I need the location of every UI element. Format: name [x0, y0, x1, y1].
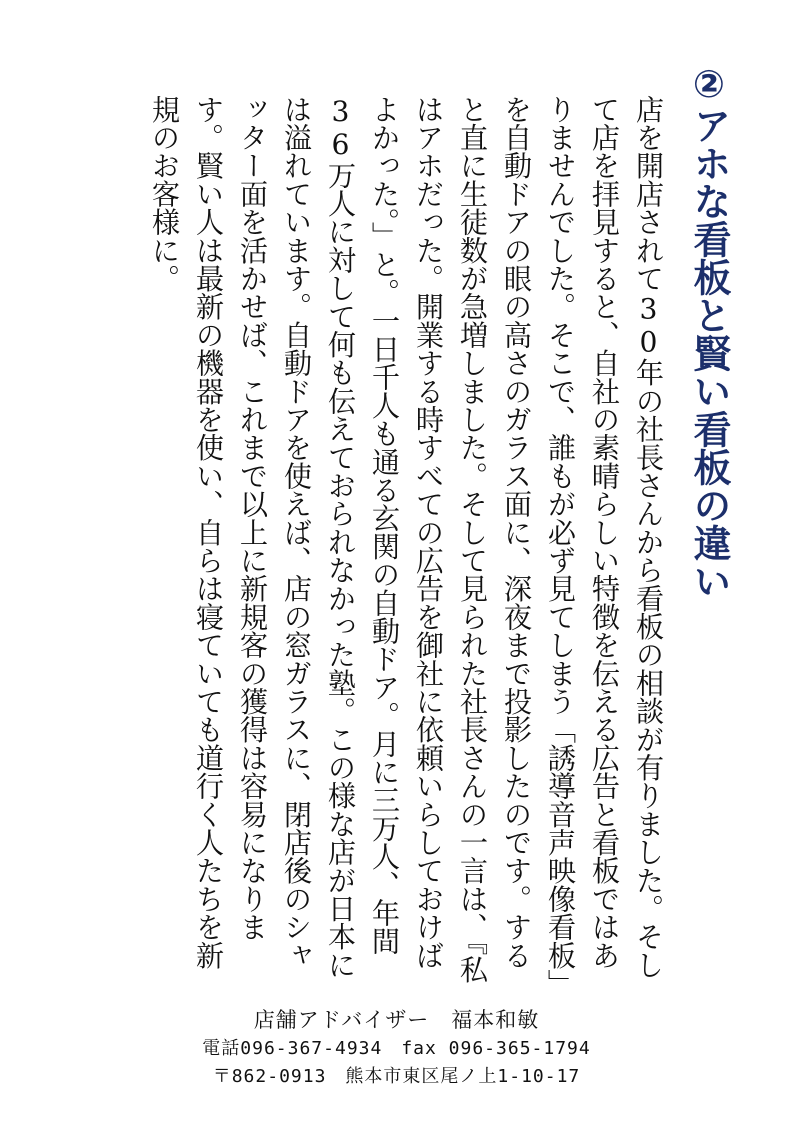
advisor-name: 店舗アドバイザー 福本和敏 [253, 1008, 540, 1032]
body-paragraph: 店を開店されて30年の社長さんから看板の相談が有りました。そして店を拝見すると、自社の素晴らしい特徴を伝える広告と看板ではありませんでした。そこで、誰もが必ず見てしまう「誘導音声映像看板」を自動ドアの眼の高さのガラス面に、深夜まで投影したのです。すると直に生徒数が急増しました。そして見られた社長さんの一言は、『私はアホだった。開業する時すべての広告を御社に依頼いらしておけばよかった。」と。一日千人も通る玄関の自動ドア。月に三万人、年間36万人に対して何も伝えておられなかった塾。この様な店が日本には溢れています。自動ドアを使えば、店の窓ガラスに、閉店後のシャッター面を活かせば、これまで以上に新規客の獲得は容易になります。賢い人は最新の機器を使い、自らは寝ていても道行く人たちを新規のお客様に。 [148, 95, 665, 984]
article-title: ②アホな看板と賢い看板の違い [687, 62, 731, 600]
postal-address: 〒862-0913 熊本市東区尾ノ上1-10-17 [212, 1066, 581, 1087]
article-body [90, 95, 670, 995]
phone-fax: 電話096-367-4934 fax 096-365-1794 [202, 1038, 591, 1059]
contact-footer [0, 1005, 793, 1091]
